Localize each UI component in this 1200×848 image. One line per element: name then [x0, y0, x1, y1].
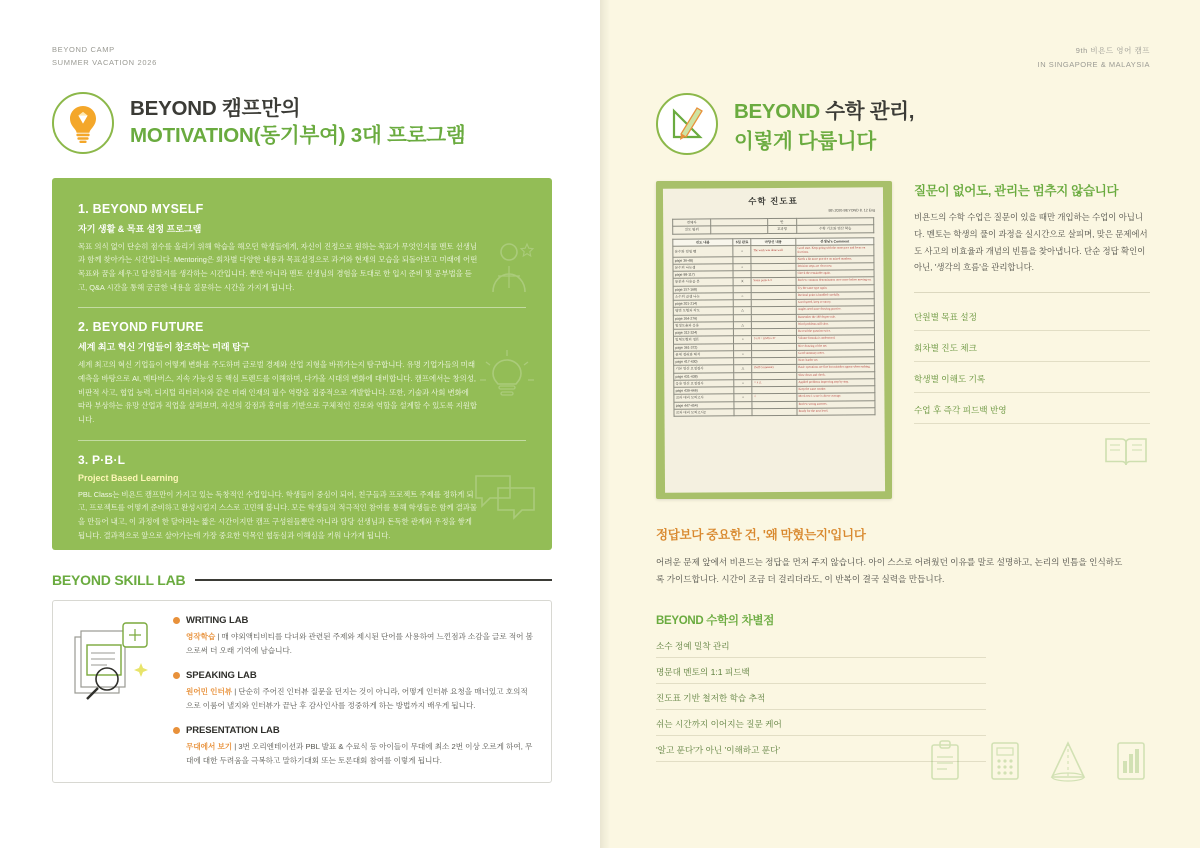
management-checklist	[914, 307, 1150, 424]
panel-divider-1	[78, 307, 526, 308]
program-2-body: 세계 최고의 혁신 기업들이 어떻게 변화를 주도하며 글로벌 경제와 산업 지형을 바꿔가는지 탐구합니다. 유명 기업가들의 미래 예측을 바탕으로 AI, 메타버스, 지속 가능성 등 핵심 트렌드를 이해하며, 다가올 시대의 변화에 대비합니다. 캠프에서는 창의성, 비판적 사고, 협업 능력, 디지털 리터러시와 같은 미래 인재의 필수 역량을 집중적으로 개발합니다. 또한, 기술과 사회 변화에 따라 부상하는 유망 산업과 직업을 살펴보며, 자신의 강점과 흥미를 기반으로 구체적인 진로와 역할을 설계할 수 있도록 지원합니다.	[78, 360, 478, 424]
clipboard-icon	[928, 739, 962, 788]
bottom-decorative-icons	[928, 739, 1148, 788]
row-13-topic: page 361-372)	[673, 343, 733, 351]
table-row: page 447-454) Review wrong answers.	[674, 400, 875, 409]
row-18-topic: 응용 연산 요점검사	[674, 380, 734, 388]
table-row: page 36-48) Needs a bit more practice on mixed numbers.	[673, 255, 874, 264]
panel-divider-2	[78, 440, 526, 441]
row-18-check: ○	[734, 379, 752, 386]
open-book-icon	[914, 431, 1150, 471]
sheet-subtitle: 8th 2026 BEYOND 8. 12 Eng	[828, 208, 876, 213]
motivation-panel	[52, 178, 552, 550]
check-label-1: 단원별 목표 설정	[914, 312, 977, 323]
skill-lab-rule	[195, 579, 552, 581]
lightbulb-diamond-icon	[52, 92, 114, 154]
table-row: page 157-168) Try the same type again.	[673, 284, 874, 293]
bullet-dot-icon	[173, 617, 180, 624]
program-block-3	[78, 453, 526, 543]
row-3-topic: page 98-117)	[673, 271, 733, 279]
row-7-topic: page 201-214)	[673, 300, 733, 308]
right-col-heading: 질문이 없어도, 관리는 멈추지 않습니다	[914, 184, 1119, 198]
section3-heading: BEYOND 수학의 차별점	[656, 615, 775, 628]
lab-presentation-body: | 3번 오리엔테이션과 PBL 발표 & 수료식 등 아이들이 무대에 최소 2번 이상 오르게 하여, 무대에 대한 두려움을 극복하고 말하기대회 또는 토론대회 참여를 이렇게 됩니다.	[186, 741, 533, 765]
check-row	[914, 369, 1150, 393]
left-title-line2: MOTIVATION(동기부여) 3대 프로그램	[130, 123, 466, 147]
program-3-heading: 3. P·B·L	[78, 452, 126, 467]
row-20-check: ○	[734, 394, 752, 401]
check-row	[914, 338, 1150, 362]
lab-item-presentation	[173, 725, 535, 768]
row-4-topic: 통분과 사용곱 분	[673, 278, 733, 286]
row-5-topic: page 157-168)	[673, 285, 733, 293]
table-row: 일정도율과 응용 △ Word problems still slow.	[673, 321, 874, 330]
lab-writing-tag: 영작학습	[186, 631, 216, 641]
skill-lab-title: BEYOND SKILL LAB	[52, 571, 186, 588]
right-kicker-line2: IN SINGAPORE & MALAYSIA	[1037, 59, 1150, 69]
left-header	[52, 92, 552, 154]
right-header	[656, 93, 1150, 155]
row-0-check: ○	[733, 245, 751, 256]
right-title	[734, 94, 914, 154]
table-row: page 98-117) Check the remainder again.	[673, 270, 874, 279]
col-header-1: 5일 완료	[733, 238, 751, 245]
right-text-column	[914, 181, 1150, 499]
program-2-subheading: 세계 최고 혁신 기업들이 창조하는 미래 탐구	[78, 342, 250, 353]
table-row: 기본 연산 요점검사 △ (Self Comment) Basic operations are fine but mistakes appear when rushing.	[673, 364, 874, 373]
right-kicker-line1: 9th 비욘드 영어 캠프	[1075, 46, 1150, 55]
lab-writing-body: | 매 야외액티비티를 다녀와 관련된 주제와 제시된 단어를 사용하여 느낀점과 소감을 글로 적어 봄으로써 더 오래 기억에 남습니다.	[186, 631, 533, 655]
bullet-dot-icon	[173, 672, 180, 679]
row-8-check: △	[733, 307, 751, 314]
left-title-line1: BEYOND 캠프만의	[130, 97, 301, 121]
program-3-subheading: Project Based Learning	[78, 472, 179, 483]
meta-label-1: 전체자	[672, 219, 710, 227]
row-14-check: ○	[734, 350, 752, 357]
meta-label-3: 진도 범위	[673, 226, 711, 234]
skill-lab-header	[52, 572, 552, 588]
row-9-topic: page 264-276)	[673, 314, 733, 322]
meta-value-4: 수학 기초와 연산 학습	[797, 225, 874, 233]
check-label-4: 수업 후 즉각 피드백 반영	[914, 405, 1007, 416]
left-kicker	[52, 44, 552, 70]
table-row: page 312-324) Re-read the question twice.	[673, 328, 874, 337]
row-20-topic: 교과 대비 모의고사	[674, 394, 734, 402]
lab-writing-title: WRITING LAB	[186, 614, 249, 626]
page-gutter-shadow	[600, 0, 610, 848]
lab-presentation-title: PRESENTATION LAB	[186, 724, 280, 736]
difference-row: 진도표 기반 철저한 학습 추적	[656, 692, 986, 710]
lab-speaking-body: | 단순히 주어진 인터뷰 질문을 던지는 것이 아니라, 어떻게 인터뷰 요청을 매너있고 호의적으로 이룸어 낼지와 인터뷰가 끝난 후 감사인사를 정중하게 하는 방법까지 배우게 됩니다.	[186, 686, 528, 710]
program-1-subheading: 자기 생활 & 목표 설정 프로그램	[78, 223, 202, 234]
section2-body: 어려운 문제 앞에서 비욘드는 정답을 먼저 주지 않습니다. 아이 스스로 어려웠던 이유를 말로 설명하고, 논리의 빈틈을 인식하도록 가이드합니다. 시간이 조금 더 걸리더라도, 이 반복이 결국 실력을 만듭니다.	[656, 557, 1123, 585]
program-block-1	[78, 202, 526, 295]
table-row: 교과 대비 모의고사2 Ready for the next level.	[674, 408, 875, 417]
bullet-dot-icon	[173, 727, 180, 734]
right-title-line1: 수학 관리,	[819, 100, 915, 123]
row-15-topic: page 417-430)	[673, 358, 733, 366]
left-kicker-line1: BEYOND CAMP	[52, 45, 115, 54]
bar-chart-icon	[1114, 739, 1148, 788]
meta-label-4: 교과명	[767, 226, 796, 233]
table-row: 입체도형의 정돈 ○ 3 x 8 = (2x8) x 3? Volume formula is understood.	[673, 335, 874, 344]
row-16-check: △	[734, 365, 752, 372]
skill-lab-items	[173, 615, 535, 768]
table-row: 통분과 사용곱 분 X Some parts 2-3 Review common denominators once more before moving on.	[673, 277, 874, 286]
row-6-topic: 소수의 곱셈 나눗	[673, 293, 733, 301]
right-main-row	[656, 181, 1150, 499]
row-10-check: △	[734, 321, 752, 328]
row-2-topic: 분수의 나눗셈	[673, 264, 733, 272]
row-6-check: ○	[733, 292, 751, 299]
row-19-topic: page 439-446)	[674, 387, 734, 395]
program-1-heading: 1. BEYOND MYSELF	[78, 201, 204, 216]
left-title	[130, 96, 466, 148]
row-0-topic: 분수와 덧셈 뺄	[673, 246, 733, 257]
table-row: 문제 정리와 해석 ○ Good summary notes.	[673, 350, 874, 359]
table-row: 분수와 덧셈 뺄 ○ The work was done well Good start. Keep going with the same pace and focus on fractions.	[673, 245, 874, 257]
difference-row: 명문대 멘토의 1:1 피드백	[656, 666, 986, 684]
progress-table	[672, 237, 876, 417]
right-page	[600, 0, 1200, 848]
skill-lab-box	[52, 600, 552, 783]
row-21-topic: page 447-454)	[674, 401, 734, 409]
table-row: page 439-446) Keep the same routine.	[674, 386, 875, 395]
table-row: page 361-372) Nice drawing of the net.	[673, 342, 874, 351]
difference-row: 소수 정예 밀착 관리	[656, 640, 986, 658]
table-row: page 264-276) Remember the 180 degree rule.	[673, 313, 874, 322]
lab-speaking-title: SPEAKING LAB	[186, 669, 257, 681]
sheet-meta-table	[672, 217, 874, 234]
row-22-topic: 교과 대비 모의고사2	[674, 409, 734, 417]
right-col-body: 비욘드의 수학 수업은 질문이 있을 때만 개입하는 수업이 아닙니다. 멘토는 학생의 풀이 과정을 실시간으로 살피며, 맞은 문제에서도 사고의 비효율과 개념의 빈틈을 찾아냅니다. 단순 정답 확인이 아닌, '생각의 흐름'을 관리합니다.	[914, 212, 1148, 273]
table-row: 분수의 나눗셈 ○ Division steps are clear now.	[673, 263, 874, 272]
difference-row: 쉬는 시간까지 이어지는 질문 케어	[656, 718, 986, 736]
row-2-check: ○	[733, 263, 751, 270]
table-row: 응용 연산 요점검사 ○ ○ x △ Applied problems improving step by step.	[674, 379, 875, 388]
check-label-2: 회차별 진도 체크	[914, 343, 977, 354]
check-row	[914, 400, 1150, 424]
check-label-3: 학생별 이해도 기록	[914, 374, 986, 385]
row-14-topic: 문제 정리와 해석	[673, 351, 733, 359]
meta-label-2: 반	[767, 218, 796, 225]
row-10-topic: 일정도율과 응용	[673, 322, 733, 330]
check-row	[914, 307, 1150, 331]
right-kicker	[656, 44, 1150, 71]
section2-heading: 정답보다 중요한 건, '왜 막혔는지'입니다	[656, 528, 866, 542]
table-row: page 431-438) Slow down and check.	[674, 371, 875, 380]
table-row: 평면 도형과 각도 △ Angles need more drawing practice.	[673, 306, 874, 315]
row-8-topic: 평면 도형과 각도	[673, 307, 733, 315]
col-header-3: 선생님's Comment	[795, 237, 874, 245]
right-section-2	[656, 525, 1150, 588]
lab-item-writing	[173, 615, 535, 658]
table-row: 소수의 곱셈 나눗 ○ Decimal point is handled carefully.	[673, 292, 874, 301]
row-16-topic: 기본 연산 요점검사	[673, 365, 733, 373]
row-12-check: ○	[734, 336, 752, 343]
math-progress-sheet-photo	[656, 181, 892, 499]
lab-presentation-tag: 무대에서 보기	[186, 741, 233, 751]
program-block-2	[78, 320, 526, 426]
table-row: page 201-214) Good speed, keep accuracy.	[673, 299, 874, 308]
difference-row: '알고 푼다'가 아닌 '이해하고 푼다'	[656, 744, 986, 762]
left-kicker-line2: SUMMER VACATION 2026	[52, 57, 157, 67]
col-header-0: 진도 내용	[673, 238, 733, 246]
cone-shape-icon	[1048, 739, 1088, 788]
triangle-ruler-pencil-icon	[656, 93, 718, 155]
right-title-line2: 이렇게 다룹니다	[734, 130, 876, 153]
row-12-topic: 입체도형의 정돈	[673, 336, 733, 344]
right-title-brand: BEYOND	[734, 100, 820, 123]
program-3-body: PBL Class는 비욘드 캠프만이 가지고 있는 독창적인 수업입니다. 학생들이 중심이 되어, 친구들과 프로젝트 주제를 정하게 되고, 프로젝트를 어떻게 준비하고 완성시킬지 스스로 고민해 봅니다. 모든 학생들의 적극적인 참여를 통해 학생들은 함께 결과물을 만들어 내고, 이 과정에 한 달아라는 짧은 시간이지만 캠프 구성원들뿐만 아니라 담당 선생님과 돈독한 관계와 우정을 쌓게 됩니다. 결과적으로 앞으로 살아가는데 가장 중요한 덕목인 협동심과 이해심을 키워 나가게 됩니다.	[78, 489, 478, 540]
row-17-topic: page 431-438)	[674, 372, 734, 380]
lab-item-speaking	[173, 670, 535, 713]
program-2-heading: 2. BEYOND FUTURE	[78, 320, 204, 335]
progress-sheet-paper	[663, 187, 885, 493]
right-col-divider	[914, 292, 1150, 293]
row-11-topic: page 312-324)	[673, 329, 733, 337]
documents-magnifier-icon	[67, 615, 159, 716]
row-1-topic: page 36-48)	[673, 256, 733, 264]
row-4-check: X	[733, 278, 751, 285]
table-row: 교과 대비 모의고사 ○ √ Mock test 1 score is above average.	[674, 393, 875, 402]
program-1-body: 목표 의식 없이 단순히 점수를 올리기 위해 학습을 해오던 학생들에게, 자신이 진정으로 원하는 목표가 무엇인지를 멘토 선생님과 함께 찾아가는 시간입니다. Mentoring은 회차별 다양한 내용과 목표설정으로 과거와 현재의 모습을 되돌아보고 미래에 어떤 목표와 꿈을 세우고 달성할지를 생각하는 시간입니다. 뿐만 아니라 멘토 선생님의 경험을 토대로 한 입시 준비 및 공부법을 듣고, Q&A 시간을 통해 궁금한 내용을 질문하는 시간을 가지게 됩니다.	[78, 241, 478, 292]
col-header-2: 마당신 내용	[751, 238, 795, 246]
skill-lab-section	[52, 572, 552, 783]
table-row: page 417-430) Next: harder set.	[673, 357, 874, 366]
calculator-icon	[988, 739, 1022, 788]
lab-speaking-tag: 원어민 인터뷰	[186, 686, 233, 696]
sheet-title: 수학 진도표	[748, 195, 798, 207]
